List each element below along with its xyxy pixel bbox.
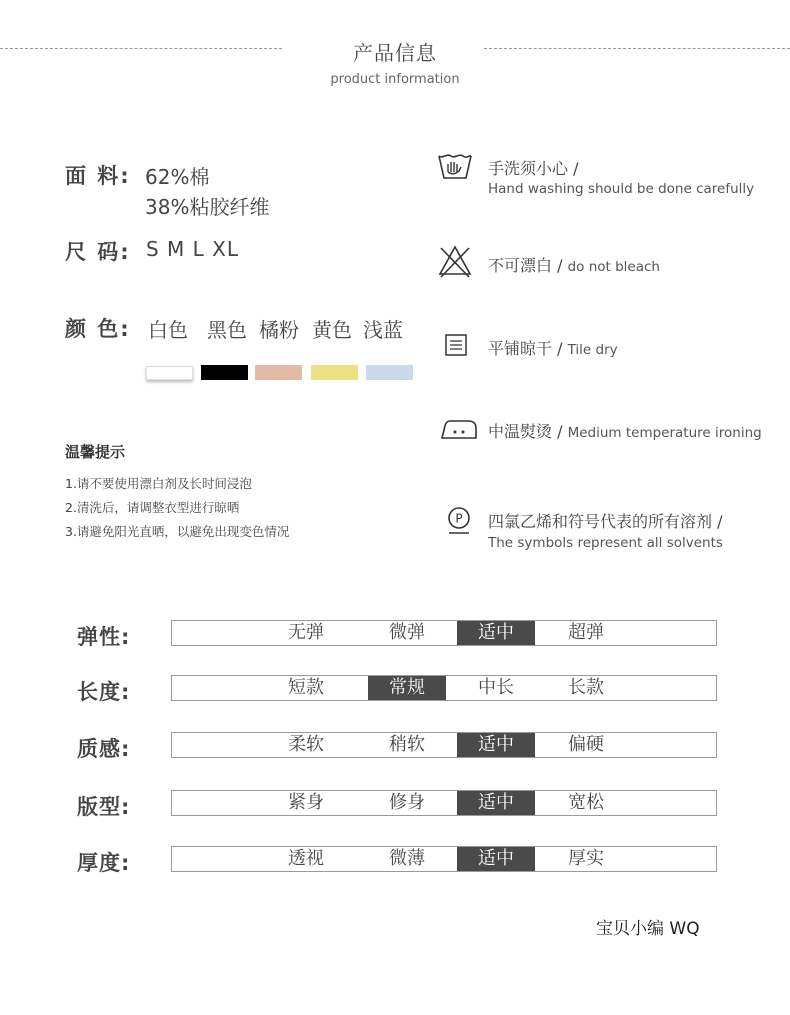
scale-option: 宽松 [568, 792, 604, 813]
care-hand-wash-en: Hand washing should be done carefully [488, 181, 755, 197]
scale-bar [171, 732, 717, 758]
page-title: 产品信息 [353, 41, 437, 65]
scale-option-selected: 适中 [457, 621, 535, 645]
fabric-label: 面 料: [65, 164, 131, 188]
scale-option: 柔软 [288, 734, 324, 755]
scale-option-selected: 适中 [457, 733, 535, 757]
page-subtitle: product information [330, 72, 460, 87]
color-option: 黑色 [207, 318, 247, 342]
dry-clean-p-icon [446, 506, 472, 540]
care-iron-en: Medium temperature ironing [567, 425, 762, 441]
care-iron [488, 419, 762, 442]
scale-option-selected: 适中 [457, 847, 535, 871]
hand-wash-icon [437, 150, 473, 186]
scale-option: 紧身 [288, 792, 324, 813]
scale-option: 微薄 [389, 848, 425, 869]
scale-option: 微弹 [389, 622, 425, 643]
no-bleach-icon [437, 244, 473, 282]
scale-option: 偏硬 [568, 734, 604, 755]
color-option: 橘粉 [259, 318, 299, 342]
color-swatch-white [146, 366, 193, 380]
care-tile-dry-en: Tile dry [567, 342, 618, 358]
scale-label: 质感: [77, 737, 131, 761]
scale-option: 长款 [568, 677, 604, 698]
care-no-bleach-cn: 不可漂白 / [488, 256, 563, 275]
color-swatch-black [201, 365, 248, 380]
scale-label: 弹性: [77, 625, 131, 649]
care-iron-cn: 中温熨烫 / [488, 422, 563, 441]
size-label: 尺 码: [65, 240, 131, 264]
editor-credit: 宝贝小编 WQ [596, 919, 700, 939]
tile-dry-icon [444, 333, 468, 361]
scale-label: 版型: [77, 795, 131, 819]
scale-option: 超弹 [568, 622, 604, 643]
scale-option: 无弹 [288, 622, 324, 643]
care-tile-dry-cn: 平铺晾干 / [488, 339, 563, 358]
scale-bar [171, 846, 717, 872]
scale-bar [171, 675, 717, 701]
tips-title: 温馨提示 [65, 443, 126, 461]
scale-label: 厚度: [77, 851, 131, 875]
color-label: 颜 色: [65, 317, 131, 341]
svg-text:P: P [455, 511, 463, 526]
scale-option: 短款 [288, 677, 324, 698]
tip-item: 3.请避免阳光直晒，以避免出现变色情况 [65, 524, 290, 539]
scale-bar [171, 620, 717, 646]
scale-option-selected: 适中 [457, 791, 535, 815]
care-dry-clean-cn: 四氯乙烯和符号代表的所有溶剂 / [488, 512, 723, 531]
care-hand-wash-cn: 手洗须小心 / [488, 159, 579, 178]
scale-bar [171, 790, 717, 816]
scale-option: 修身 [389, 792, 425, 813]
care-tile-dry [488, 336, 618, 359]
iron-medium-icon [440, 418, 478, 446]
tip-item: 2.清洗后，请调整衣型进行晾晒 [65, 500, 240, 515]
color-swatch-light-blue [366, 365, 413, 380]
fabric-line-1: 62%棉 [145, 165, 210, 189]
fabric-line-2: 38%粘胶纤维 [145, 195, 270, 219]
color-swatch-orange-pink [255, 365, 302, 380]
tip-item: 1.请不要使用漂白剂及长时间浸泡 [65, 476, 252, 491]
color-swatch-yellow [311, 365, 358, 380]
scale-label: 长度: [77, 680, 131, 704]
scale-option: 透视 [288, 848, 324, 869]
size-value: S M L XL [146, 237, 240, 261]
color-option: 白色 [148, 318, 188, 342]
color-option: 浅蓝 [363, 318, 403, 342]
care-no-bleach [488, 253, 660, 276]
scale-option: 厚实 [568, 848, 604, 869]
color-option: 黄色 [312, 318, 352, 342]
care-no-bleach-en: do not bleach [567, 259, 660, 275]
scale-option: 中长 [478, 677, 514, 698]
care-dry-clean-en: The symbols represent all solvents [488, 535, 723, 551]
scale-option-selected: 常规 [368, 676, 446, 700]
scale-option: 稍软 [389, 734, 425, 755]
